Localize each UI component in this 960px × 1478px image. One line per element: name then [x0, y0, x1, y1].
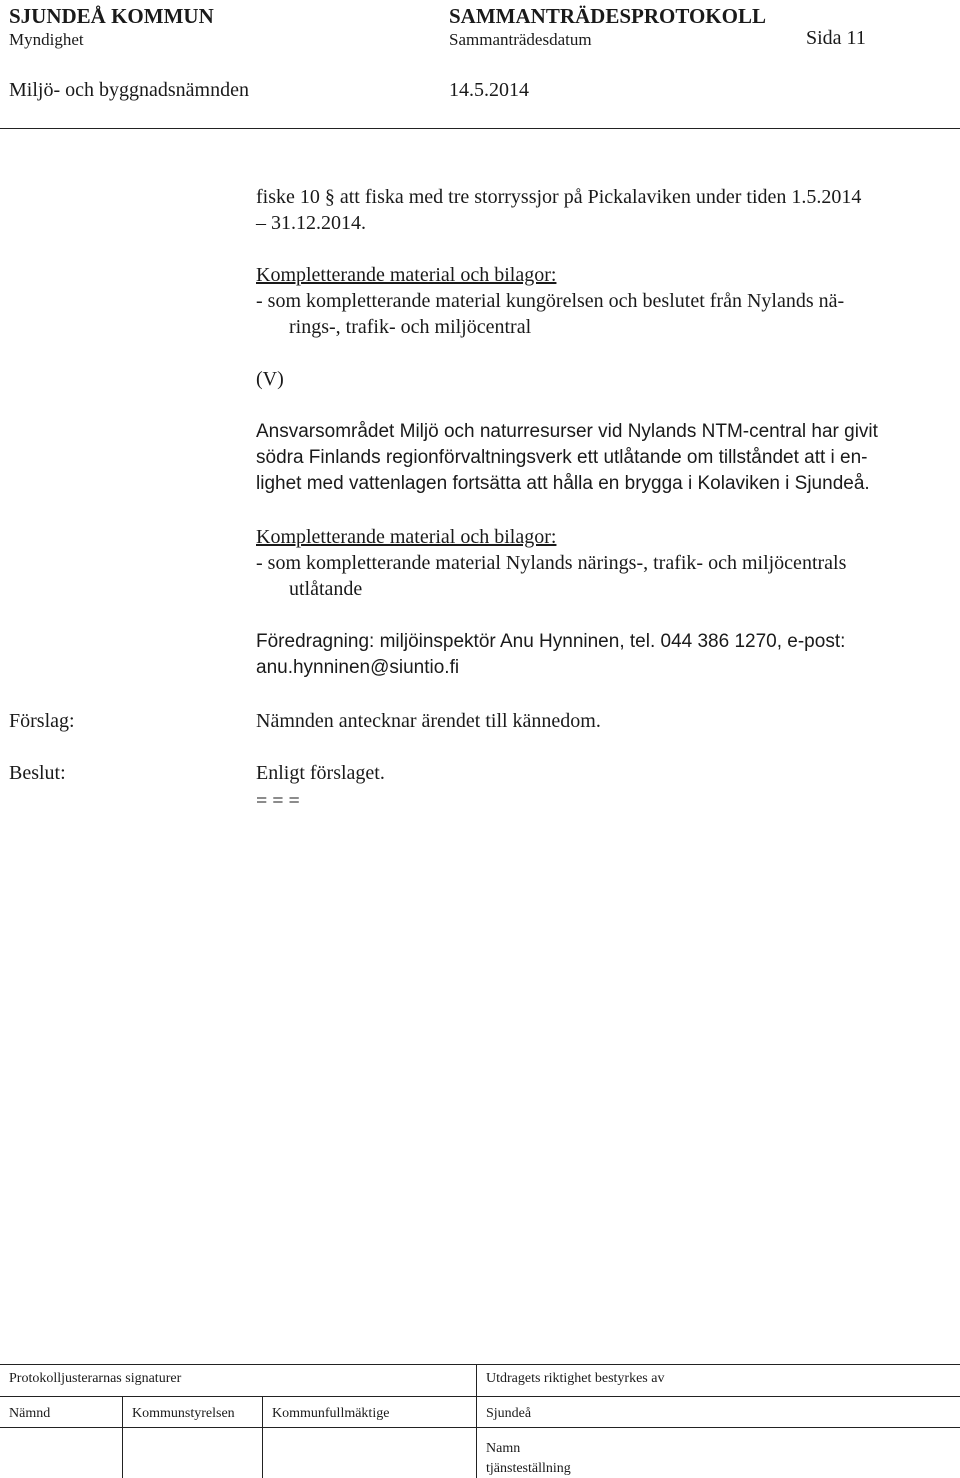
supplementary-item-1-line-1: - som kompletterande material kungörelsen och beslutet från Nylands nä- [256, 290, 845, 312]
supplementary-item-1-line-2: rings-, trafik- och miljöcentral [289, 316, 532, 338]
name-label: Namn [486, 1441, 521, 1456]
decision-label: Beslut: [9, 762, 66, 784]
section-marker-v: (V) [256, 368, 284, 390]
end-mark: = = = [256, 790, 300, 812]
paragraph-v-line-1: Ansvarsområdet Miljö och naturresurser vid Nylands NTM-central har givit [256, 421, 878, 442]
supplementary-item-2-line-1: - som kompletterande material Nylands närings-, trafik- och miljöcentrals [256, 552, 847, 574]
footer-divider-2 [262, 1396, 263, 1478]
paragraph-v-line-3: lighet med vattenlagen fortsätta att hålla en brygga i Kolaviken i Sjundeå. [256, 473, 870, 494]
footer-mid-border [0, 1396, 960, 1397]
header-divider [0, 128, 960, 129]
document-type: SAMMANTRÄDESPROTOKOLL [449, 4, 766, 28]
footer-row-border [0, 1427, 960, 1428]
column-kommunfullmaktige: Kommunfullmäktige [272, 1406, 390, 1421]
authority-name: Miljö- och byggnadsnämnden [9, 79, 249, 101]
signatures-label: Protokolljusterarnas signaturer [9, 1371, 182, 1386]
proposal-text: Nämnden antecknar ärendet till kännedom. [256, 710, 601, 732]
body-line-1: fiske 10 § att fiska med tre storryssjor på Pickalaviken under tiden 1.5.2014 [256, 186, 862, 208]
paragraph-v-line-2: södra Finlands regionförvaltningsverk ett utlåtande om tillståndet att i en- [256, 447, 868, 468]
supplementary-heading-2: Kompletterande material och bilagor: [256, 526, 557, 548]
column-namnd: Nämnd [9, 1406, 51, 1421]
presentation-line-1: Föredragning: miljöinspektör Anu Hynninen, tel. 044 386 1270, e-post: [256, 631, 846, 652]
supplementary-heading-1: Kompletterande material och bilagor: [256, 264, 557, 286]
column-kommunstyrelsen: Kommunstyrelsen [132, 1406, 235, 1421]
meeting-date: 14.5.2014 [449, 79, 529, 101]
municipality-name: SJUNDEÅ KOMMUN [9, 4, 214, 28]
supplementary-item-2-line-2: utlåtande [289, 578, 363, 600]
meeting-date-label: Sammanträdesdatum [449, 30, 592, 49]
body-line-2: – 31.12.2014. [256, 212, 366, 234]
column-sjundea: Sjundeå [486, 1406, 532, 1421]
footer-divider-1 [122, 1396, 123, 1478]
footer-divider-3 [476, 1364, 477, 1478]
certify-label: Utdragets riktighet bestyrkes av [486, 1371, 665, 1386]
decision-text: Enligt förslaget. [256, 762, 385, 784]
page-number: Sida 11 [806, 27, 866, 49]
footer-top-border [0, 1364, 960, 1365]
presentation-line-2: anu.hynninen@siuntio.fi [256, 657, 460, 678]
proposal-label: Förslag: [9, 710, 75, 732]
authority-label: Myndighet [9, 30, 84, 49]
position-label: tjänsteställning [486, 1461, 571, 1476]
